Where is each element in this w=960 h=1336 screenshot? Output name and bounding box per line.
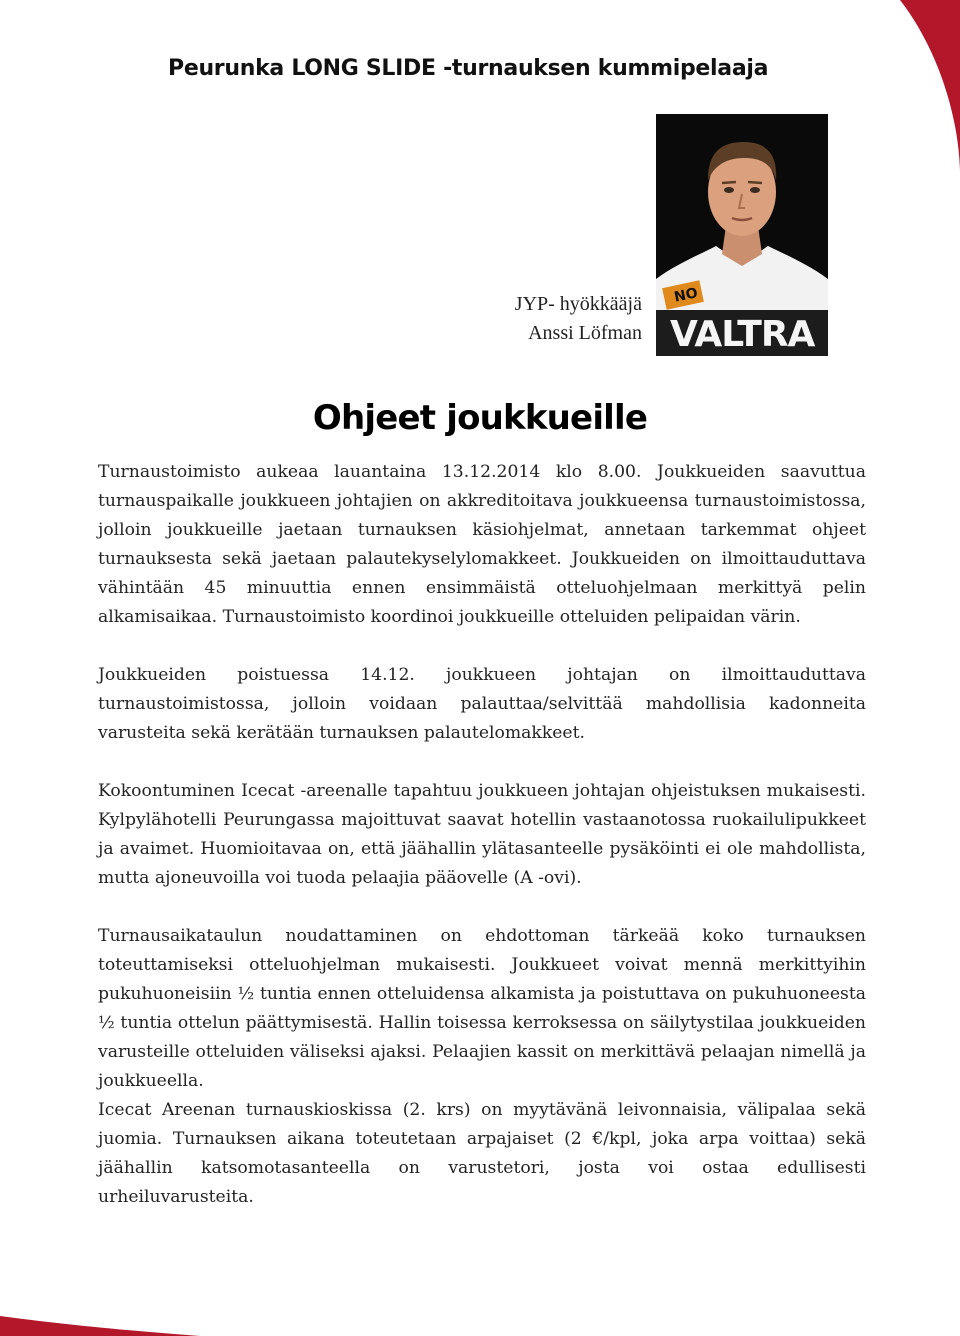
corner-decoration-top	[840, 0, 960, 170]
paragraph-schedule: Turnausaikataulun noudattaminen on ehdottoman tärkeää koko turnauksen toteuttamiseksi otteluohjelman mukaisesti. Joukkueet voivat mennä merkittyihin pukuhuoneisiin ½ tuntia ennen otteluidensa alkamista ja poistuttava on pukuhuoneesta ½ tuntia ottelun päättymisestä. Hallin toisessa kerroksessa on säilytystilaa joukkueiden varusteille otteluiden väliseksi ajaksi. Pelaajien kassit on merkittävä pelaajan nimellä ja joukkueella.	[98, 926, 866, 1091]
photo-jersey-text: VALTRA	[670, 314, 815, 355]
corner-decoration-bottom	[0, 1276, 200, 1336]
player-caption	[515, 290, 642, 348]
paragraph-arrival: Kokoontuminen Icecat -areenalle tapahtuu joukkueen johtajan ohjeistuksen mukaisesti. Kylpylähotelli Peurungassa majoittuvat saavat hotellin vastaanotossa ruokailulipukkeet ja avaimet. Huomioitavaa on, että jäähallin ylätasanteelle pysäköinti ei ole mahdollista, mutta ajoneuvoilla voi tuoda pelaajia pääovelle (A -ovi).	[98, 781, 866, 888]
photo-logo-text: NO	[672, 285, 700, 306]
instructions-body	[98, 458, 866, 1212]
player-name: Anssi Löfman	[528, 322, 642, 344]
paragraph-departure: Joukkueiden poistuessa 14.12. joukkueen johtajan on ilmoittauduttava turnaustoimistossa, jolloin voidaan palauttaa/selvittää mahdollisia kadonneita varusteita sekä kerätään turnauksen palautelomakkeet.	[98, 665, 866, 743]
player-photo	[656, 114, 828, 356]
paragraph-kiosk: Icecat Areenan turnauskioskissa (2. krs) on myytävänä leivonnaisia, välipalaa sekä juomia. Turnauksen aikana toteutetaan arpajaiset (2 €/kpl, joka arpa voittaa) sekä jäähallin katsomotasanteella on varustetori, josta voi ostaa edullisesti urheiluvarusteita.	[98, 1100, 866, 1207]
player-portrait-image	[656, 114, 828, 356]
player-position: JYP- hyökkääjä	[514, 293, 642, 315]
section-title: Ohjeet joukkueille	[312, 398, 648, 438]
page-header-title: Peurunka LONG SLIDE -turnauksen kummipelaaja	[168, 56, 769, 81]
paragraph-office-opening: Turnaustoimisto aukeaa lauantaina 13.12.2014 klo 8.00. Joukkueiden saavuttua turnauspaikalle joukkueen johtajien on akkreditoitava joukkueensa turnaustoimistossa, jolloin joukkueille jaetaan turnauksen käsiohjelmat, annetaan tarkemmat ohjeet turnauksesta sekä jaetaan palautekyselylomakkeet. Joukkueiden on ilmoittauduttava vähintään 45 minuuttia ennen ensimmäistä otteluohjelmaan merkittyä pelin alkamisaikaa. Turnaustoimisto koordinoi joukkueille otteluiden pelipaidan värin.	[98, 462, 866, 627]
